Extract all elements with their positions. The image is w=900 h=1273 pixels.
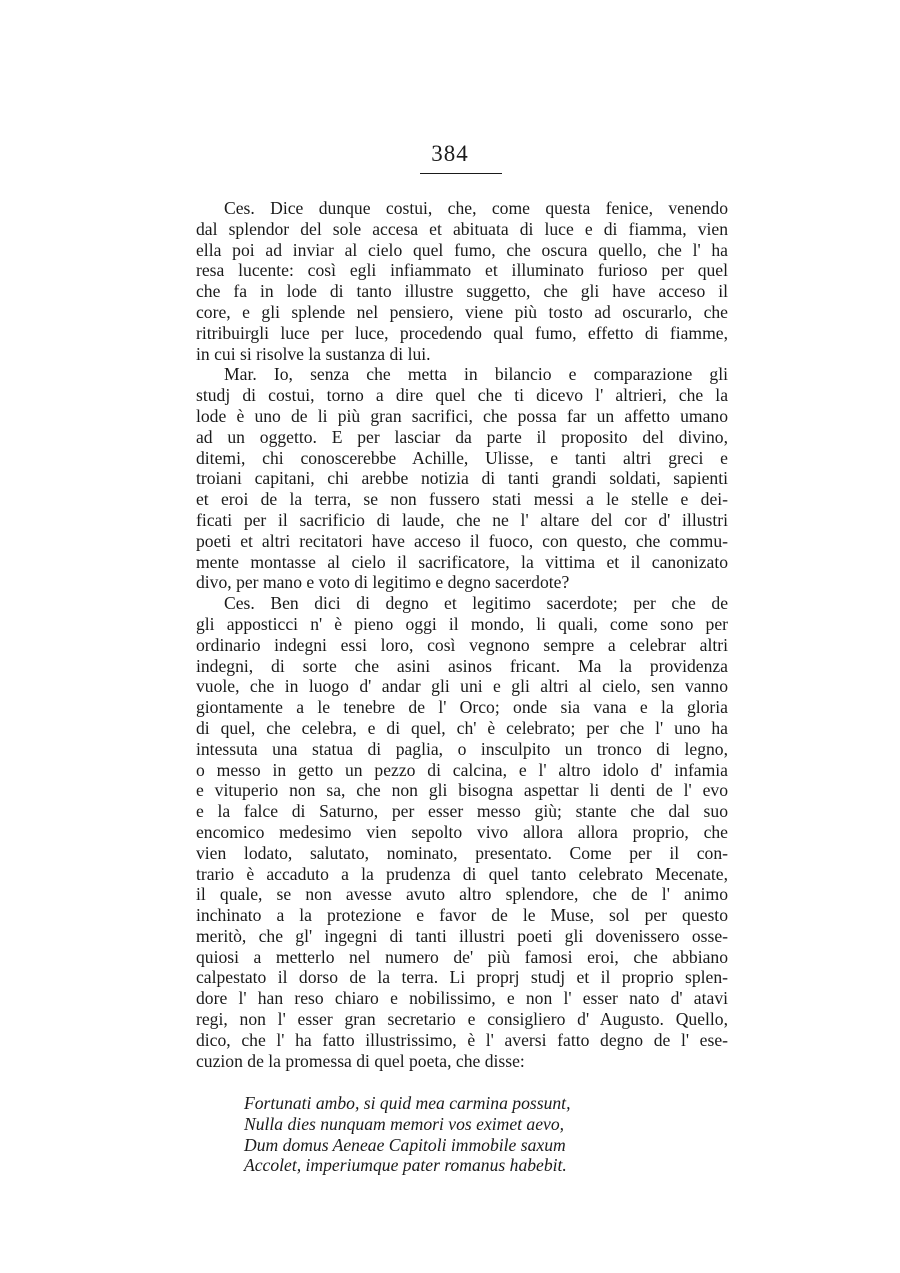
text-line: vien lodato, salutato, nominato, presentato. Come per il con-	[196, 842, 728, 863]
verse-line: Nulla dies nunquam memori vos eximet aevo,	[244, 1113, 565, 1134]
text-line: o messo in getto un pezzo di calcina, e l' altro idolo d' infamia	[196, 759, 728, 780]
text-line: dore l' han reso chiaro e nobilissimo, e non l' esser nato d' atavi	[196, 988, 728, 1009]
text-line: lode è uno de li più gran sacrifici, che possa far un affetto umano	[196, 405, 728, 426]
verse-quotation	[244, 1093, 684, 1176]
text-line: intessuta una statua di paglia, o insculpito un tronco di legno,	[196, 738, 728, 759]
text-line: Mar. Io, senza che metta in bilancio e comparazione gli	[224, 364, 728, 385]
verse-line: Accolet, imperiumque pater romanus habebit.	[244, 1155, 567, 1176]
verse-line: Fortunati ambo, si quid mea carmina possunt,	[244, 1093, 571, 1113]
text-line: vuole, che in luogo d' andar gli uni e gli altri al cielo, sen vanno	[196, 676, 728, 697]
header-rule	[420, 173, 502, 174]
text-line: core, e gli splende nel pensiero, viene più tosto ad oscurarlo, che	[196, 301, 728, 322]
text-line: studj di costui, torno a dire quel che ti dicevo l' altrieri, che la	[196, 385, 728, 406]
text-line: poeti et altri recitatori have acceso il fuoco, con questo, che commu-	[196, 530, 728, 551]
text-line: regi, non l' esser gran secretario e consigliero d' Augusto. Quello,	[196, 1009, 728, 1030]
prose-block	[196, 198, 728, 1071]
text-line: ficati per il sacrificio di laude, che ne l' altare del cor d' illustri	[196, 509, 728, 530]
text-line: ordinario indegni essi loro, così vegnono sempre a celebrar altri	[196, 634, 728, 655]
text-line: inchinato a la protezione e favor de le Muse, sol per questo	[196, 905, 728, 926]
text-line: Ces. Dice dunque costui, che, come questa fenice, venendo	[224, 198, 728, 218]
text-line: divo, per mano e voto di legitimo e degno sacerdote?	[196, 572, 570, 593]
text-line: quiosi a metterlo nel numero de' più famosi eroi, che abbiano	[196, 946, 728, 967]
text-line: dal splendor del sole accesa et abituata di luce e di fiamma, vien	[196, 218, 728, 239]
text-line: e la falce di Saturno, per esser messo giù; stante che dal suo	[196, 801, 728, 822]
text-line: mente montasse al cielo il sacrificatore, la vittima et il canonizato	[196, 551, 728, 572]
text-line: di quel, che celebra, e di quel, ch' è celebrato; per che l' uno ha	[196, 717, 728, 738]
text-line: dico, che l' ha fatto illustrissimo, è l' aversi fatto degno de l' ese-	[196, 1029, 728, 1050]
text-line: il quale, se non avesse avuto altro splendore, che de l' animo	[196, 884, 728, 905]
text-line: et eroi de la terra, se non fussero stati messi a le stelle e dei-	[196, 489, 728, 510]
text-line: Ces. Ben dici di degno et legitimo sacerdote; per che de	[224, 593, 728, 614]
text-line: gli apposticci n' è pieno oggi il mondo, li quali, come sono per	[196, 613, 728, 634]
text-line: ritribuirgli luce per luce, procedendo qual fumo, effetto di fiamme,	[196, 322, 728, 343]
text-line: meritò, che gl' ingegni di tanti illustri poeti gli dovenissero osse-	[196, 925, 728, 946]
text-line: indegni, di sorte che asini asinos fricant. Ma la providenza	[196, 655, 728, 676]
text-line: calpestato il dorso de la terra. Li proprj studj et il proprio splen-	[196, 967, 728, 988]
text-line: ditemi, chi conoscerebbe Achille, Ulisse, e tanti altri greci e	[196, 447, 728, 468]
text-line: trario è accaduto a la prudenza di quel tanto celebrato Mecenate,	[196, 863, 728, 884]
verse-line: Dum domus Aeneae Capitoli immobile saxum	[244, 1134, 566, 1155]
text-line: giontamente a le tenebre de l' Orco; onde sia vana e la gloria	[196, 697, 728, 718]
text-line: che fa in lode di tanto illustre suggetto, che gli have acceso il	[196, 281, 728, 302]
page-number: 384	[431, 141, 469, 166]
text-line: cuzion de la promessa di quel poeta, che disse:	[196, 1050, 525, 1071]
text-line: in cui si risolve la sustanza di lui.	[196, 343, 431, 364]
text-line: ella poi ad inviar al cielo quel fumo, che oscura quello, che l' ha	[196, 239, 728, 260]
text-line: e vituperio non sa, che non gli bisogna aspettar li denti de l' evo	[196, 780, 728, 801]
text-line: resa lucente: così egli infiammato et illuminato furioso per quel	[196, 260, 728, 281]
text-line: encomico medesimo vien sepolto vivo allora allora proprio, che	[196, 821, 728, 842]
text-line: ad un oggetto. E per lasciar da parte il proposito del divino,	[196, 426, 728, 447]
text-line: troiani capitani, chi arebbe notizia di tanti grandi soldati, sapienti	[196, 468, 728, 489]
